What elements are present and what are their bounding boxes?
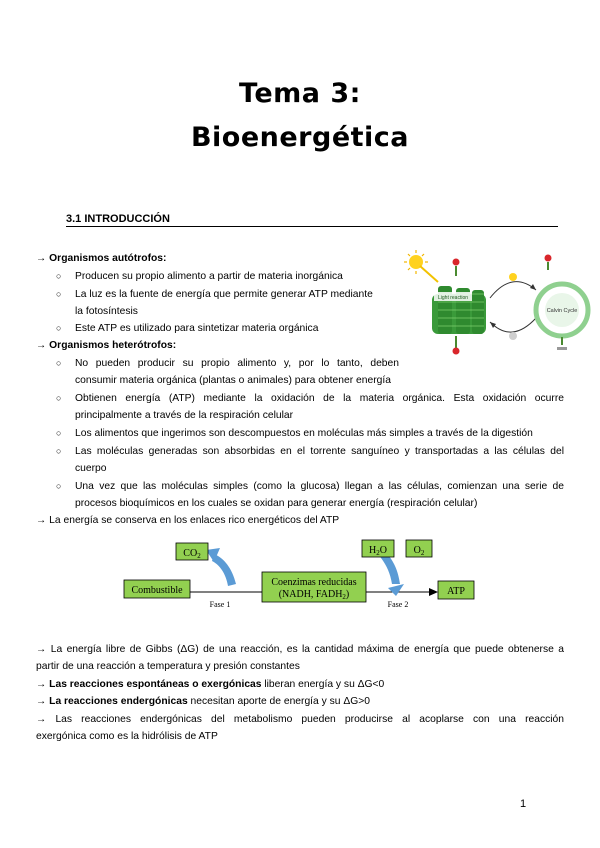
list-item: procesos bioquímicos en los cuales se oxidan para generar energía (respiración celular) bbox=[75, 498, 478, 509]
list-item: consumir materia orgánica (plantas o animales) para obtener energía bbox=[75, 375, 391, 386]
exergonic-text: liberan energía y su ΔG<0 bbox=[261, 679, 385, 690]
gibbs-line-5 bbox=[36, 713, 564, 726]
curved-arrow-icon bbox=[370, 552, 404, 596]
arrow-glyph: → bbox=[36, 696, 47, 707]
flow-diagram bbox=[120, 532, 480, 612]
list-item: Producen su propio alimento a partir de materia inorgánica bbox=[75, 271, 343, 282]
gibbs-line-2: partir de una reacción a temperatura y presión constantes bbox=[36, 661, 300, 672]
page-number: 1 bbox=[520, 798, 527, 810]
gibbs-line-6: exergónica como es la hidrólisis de ATP bbox=[36, 731, 218, 742]
calvin-cycle-label: Calvin Cycle bbox=[546, 308, 578, 314]
heterotrofos-heading: Organismos heterótrofos: bbox=[49, 340, 177, 351]
combustible-label: Combustible bbox=[131, 585, 183, 596]
photosynthesis-figure bbox=[404, 240, 596, 358]
energy-line bbox=[36, 514, 339, 527]
energy-text: La energía se conserva en los enlaces rico energéticos del ATP bbox=[49, 515, 340, 526]
list-item: la fotosíntesis bbox=[75, 306, 138, 317]
section-heading: 3.1 INTRODUCCIÓN bbox=[66, 213, 558, 227]
bullet-icon: ○ bbox=[56, 428, 62, 438]
o2-label: $O_2$ bbox=[413, 545, 425, 557]
co2-label: $CO_2$ bbox=[183, 548, 201, 560]
bullet-icon: ○ bbox=[56, 481, 62, 491]
gibbs-text-1: La energía libre de Gibbs (ΔG) de una reacción, es la cantidad máxima de energía que puede obtenerse a bbox=[50, 644, 564, 655]
list-item: Este ATP es utilizado para sintetizar materia orgánica bbox=[75, 323, 319, 334]
photosynthesis-svg bbox=[404, 240, 596, 358]
bullet-icon: ○ bbox=[56, 323, 62, 333]
fase1-label: Fase 1 bbox=[209, 600, 231, 609]
sun-icon bbox=[404, 250, 438, 282]
bullet-icon: ○ bbox=[56, 446, 62, 456]
gibbs-line-1 bbox=[36, 643, 564, 656]
h2o-label: $H_2O$ bbox=[369, 545, 387, 557]
bullet-icon: ○ bbox=[56, 271, 62, 281]
title-line-1: Tema 3: bbox=[239, 78, 361, 109]
atp-label: ATP bbox=[447, 586, 465, 597]
arrow-glyph: → bbox=[36, 340, 47, 351]
list-item: No pueden producir su propio alimento y, por lo tanto, deben bbox=[75, 358, 399, 369]
coenzimas-label-2: (NADH, $FADH_2$) bbox=[278, 589, 350, 601]
oxygen-molecule-icon bbox=[453, 336, 460, 355]
sugar-output-icon bbox=[557, 337, 567, 350]
endergonic-term: La reacciones endergónicas bbox=[49, 696, 188, 707]
co2-molecule-icon bbox=[545, 255, 552, 271]
water-molecule-icon bbox=[453, 259, 460, 277]
arrow-glyph: → bbox=[36, 714, 47, 725]
list-item: La luz es la fuente de energía que permite generar ATP mediante bbox=[75, 289, 373, 300]
arrow-glyph: → bbox=[36, 515, 47, 526]
list-item: Las moléculas generadas son absorbidas en el torrente sanguíneo y transportadas a las células del bbox=[75, 446, 564, 457]
cycle-arrows-icon bbox=[490, 273, 536, 340]
autotrofos-heading: Organismos autótrofos: bbox=[49, 253, 167, 264]
title-line-2: Bioenergética bbox=[190, 122, 410, 153]
arrow-glyph: → bbox=[36, 644, 47, 655]
list-item: Una vez que las moléculas simples (como la glucosa) llegan a las células, comienzan una serie de bbox=[75, 481, 564, 492]
bullet-icon: ○ bbox=[56, 289, 62, 299]
thylakoid-stack-icon bbox=[432, 286, 486, 334]
endergonic-text: necesitan aporte de energía y su ΔG>0 bbox=[187, 696, 370, 707]
list-item: principalmente a través de la respiración celular bbox=[75, 410, 294, 421]
light-reaction-label: Light reaction bbox=[437, 295, 469, 301]
list-item: Obtienen energía (ATP) mediante la oxidación de la materia orgánica. Esta oxidación ocurre bbox=[75, 393, 564, 404]
gibbs-line-4 bbox=[36, 695, 370, 708]
coenzimas-label-1: Coenzimas reducidas bbox=[271, 577, 357, 588]
arrow-glyph: → bbox=[36, 253, 47, 264]
gibbs-text-5: Las reacciones endergónicas del metabolismo pueden producirse al acoplarse con una reacción bbox=[55, 714, 564, 725]
list-item: Los alimentos que ingerimos son descompuestos en moléculas más simples a través de la digestión bbox=[75, 428, 533, 439]
flow-diagram-svg bbox=[120, 532, 480, 612]
arrow-glyph: → bbox=[36, 679, 47, 690]
heterotrofos-heading-line bbox=[36, 339, 176, 352]
curved-arrow-icon bbox=[206, 548, 236, 586]
bullet-icon: ○ bbox=[56, 358, 62, 368]
fase2-label: Fase 2 bbox=[387, 600, 409, 609]
exergonic-term: Las reacciones espontáneas o exergónicas bbox=[49, 679, 262, 690]
autotrofos-heading-line bbox=[36, 252, 166, 265]
list-item: cuerpo bbox=[75, 463, 107, 474]
bullet-icon: ○ bbox=[56, 393, 62, 403]
gibbs-line-3 bbox=[36, 678, 384, 691]
